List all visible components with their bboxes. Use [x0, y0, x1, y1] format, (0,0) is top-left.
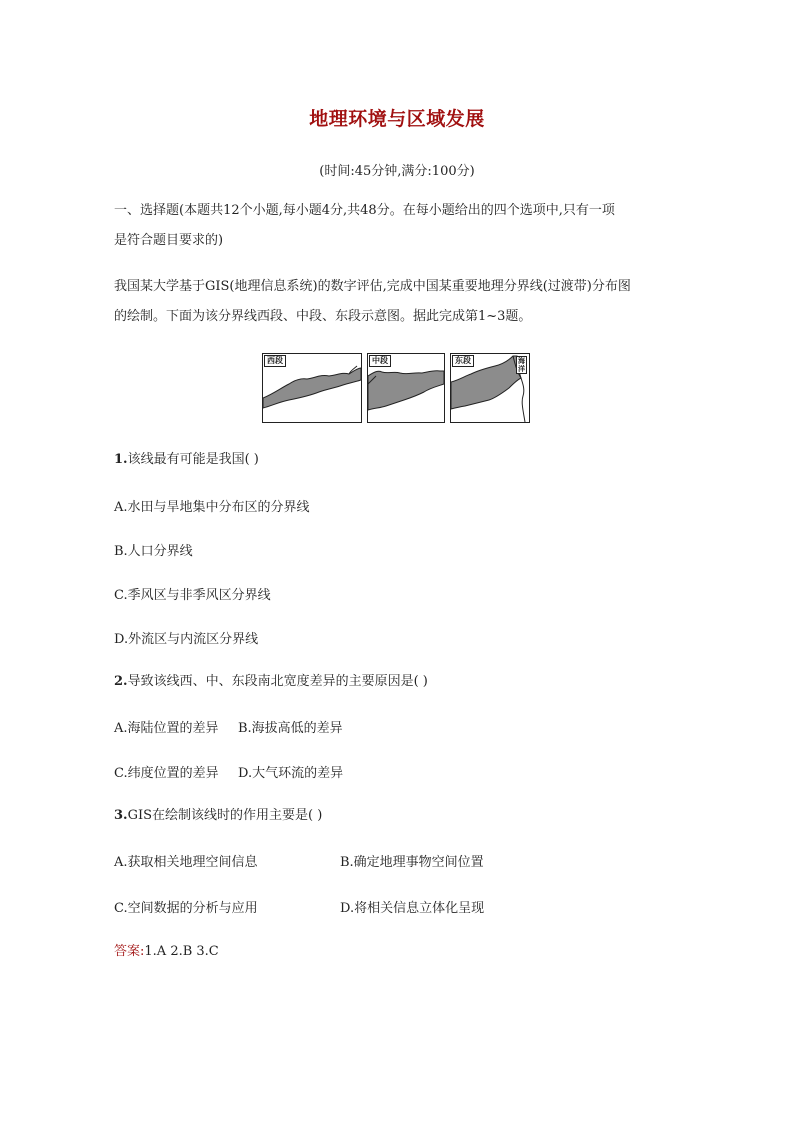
question-1: [114, 450, 694, 470]
map-middle-segment: [367, 353, 445, 423]
map-middle-label: 中段: [369, 355, 391, 367]
sea-label: 海洋: [518, 357, 525, 373]
intro-paragraph: [114, 272, 694, 332]
q3-option-b[interactable]: B.确定地理事物空间位置: [340, 855, 484, 870]
question-3: [114, 806, 694, 826]
question-3-stem: GIS在绘制该线时的作用主要是( ): [127, 808, 323, 823]
map-east-segment: [450, 353, 530, 423]
answer-key: [114, 940, 219, 959]
q1-option-c[interactable]: C.季风区与非季风区分界线: [114, 588, 271, 603]
question-1-number: 1.: [114, 452, 128, 467]
section-heading: [114, 196, 694, 256]
boundary-figure: [262, 353, 532, 423]
question-1-stem: 该线最有可能是我国( ): [127, 452, 259, 467]
q2-option-d[interactable]: D.大气环流的差异: [238, 766, 344, 781]
exam-info: (时间:45分钟,满分:100分): [319, 164, 475, 179]
map-east-label: 东段: [452, 355, 474, 367]
q2-option-c[interactable]: C.纬度位置的差异: [114, 766, 219, 781]
question-3-number: 3.: [114, 808, 128, 823]
q3-option-d[interactable]: D.将相关信息立体化呈现: [340, 901, 485, 916]
q3-option-a[interactable]: A.获取相关地理空间信息: [114, 855, 258, 870]
q1-option-a[interactable]: A.水田与旱地集中分布区的分界线: [114, 500, 310, 515]
answer-text: 1.A 2.B 3.C: [144, 944, 219, 959]
question-2-stem: 导致该线西、中、东段南北宽度差异的主要原因是( ): [127, 674, 428, 689]
section-heading-line1: 一、选择题(本题共12个小题,每小题4分,共48分。在每小题给出的四个选项中,只有一项: [114, 203, 615, 218]
q3-option-c[interactable]: C.空间数据的分析与应用: [114, 901, 258, 916]
q2-option-a[interactable]: A.海陆位置的差异: [114, 721, 219, 736]
page-title: 地理环境与区域发展: [309, 108, 485, 130]
intro-line2: 的绘制。下面为该分界线西段、中段、东段示意图。据此完成第1~3题。: [114, 309, 532, 324]
intro-line1: 我国某大学基于GIS(地理信息系统)的数字评估,完成中国某重要地理分界线(过渡带)分布图: [114, 279, 631, 294]
answer-label: 答案:: [114, 944, 145, 959]
q1-option-d[interactable]: D.外流区与内流区分界线: [114, 632, 259, 647]
map-west-label: 西段: [264, 355, 286, 367]
map-west-segment: [262, 353, 362, 423]
question-2-number: 2.: [114, 674, 128, 689]
q1-option-b[interactable]: B.人口分界线: [114, 544, 193, 559]
q2-option-b[interactable]: B.海拔高低的差异: [238, 721, 343, 736]
question-2: [114, 672, 694, 692]
section-heading-line2: 是符合题目要求的): [114, 233, 224, 248]
